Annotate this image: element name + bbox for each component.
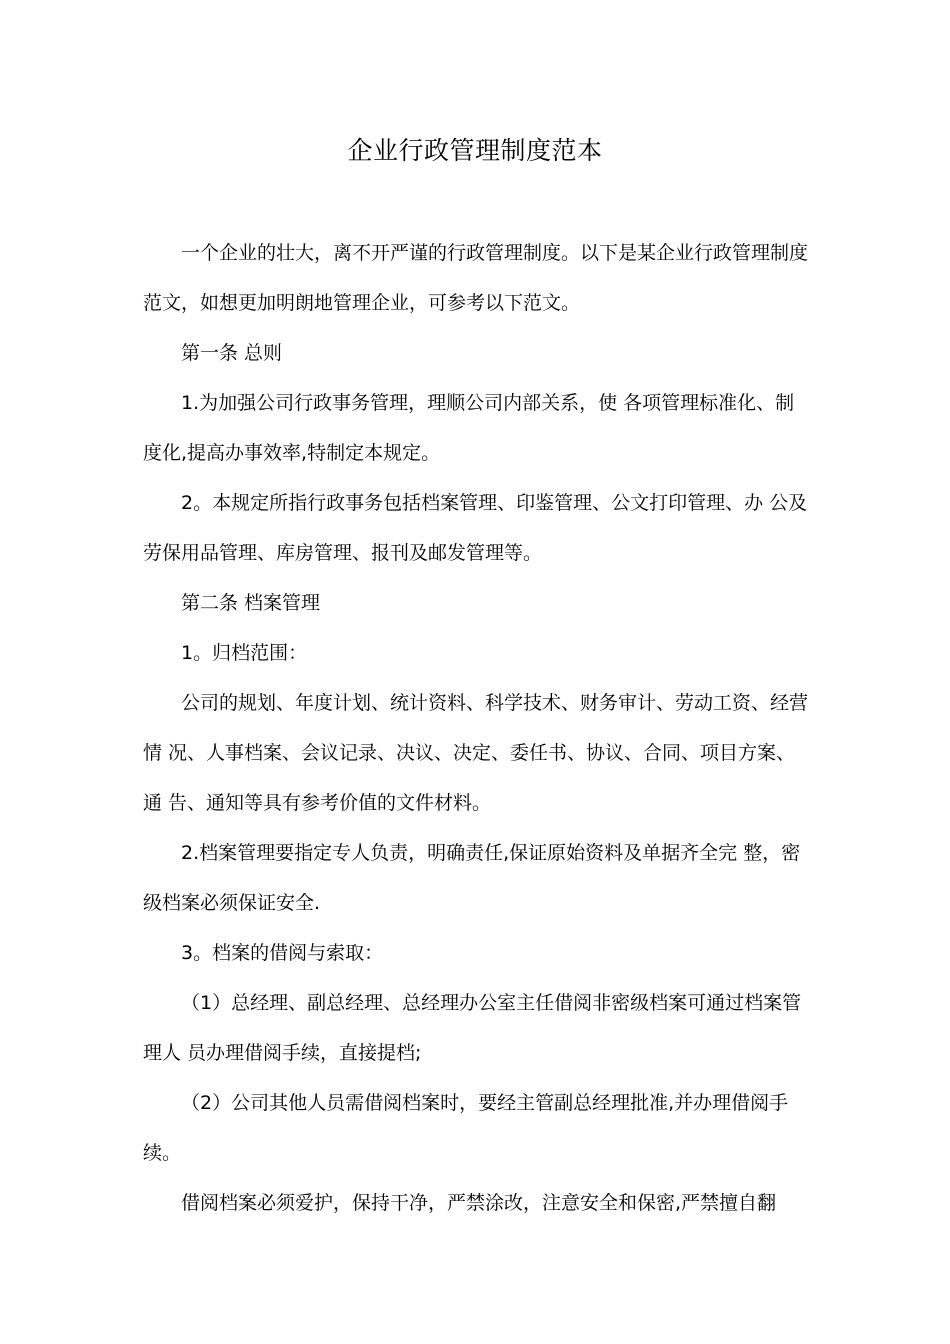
document-title: 企业行政管理制度范本 [347,136,603,165]
article-2-item-2: 2.档案管理要指定专人负责，明确责任,保证原始资料及单据齐全完 整，密级档案必须保证安全. [143,842,801,914]
article-2-heading: 第二条 档案管理 [181,592,321,614]
document-body [143,228,809,1228]
article-2-item-3: 3。档案的借阅与索取： [181,942,384,964]
borrow-rule-1: （1）总经理、副总经理、总经理办公室主任借阅非密级档案可通过档案管理人 员办理借阅手续，直接提档; [143,992,802,1064]
archive-scope-paragraph: 公司的规划、年度计划、统计资料、科学技术、财务审计、劳动工资、经营情 况、人事档案、会议记录、决议、决定、委任书、协议、合同、项目方案、通 告、通知等具有参考价值的文件材料。 [143,692,809,814]
article-1-heading: 第一条 总则 [181,342,283,364]
borrow-rule-2: （2）公司其他人员需借阅档案时，要经主管副总经理批准,并办理借阅手续。 [143,1092,789,1164]
paragraph-intro: 一个企业的壮大，离不开严谨的行政管理制度。以下是某企业行政管理制度范文，如想更加明朗地管理企业，可参考以下范文。 [143,242,809,314]
borrow-care-paragraph: 借阅档案必须爱护，保持干净，严禁涂改，注意安全和保密,严禁擅自翻 [181,1192,777,1214]
article-1-item-1: 1.为加强公司行政事务管理，理顺公司内部关系，使 各项管理标准化、制度化,提高办事效率,特制定本规定。 [143,392,795,464]
article-2-item-1: 1。归档范围： [181,642,308,664]
article-1-item-2: 2。本规定所指行政事务包括档案管理、印鉴管理、公文打印管理、办 公及劳保用品管理、库房管理、报刊及邮发管理等。 [143,492,808,564]
